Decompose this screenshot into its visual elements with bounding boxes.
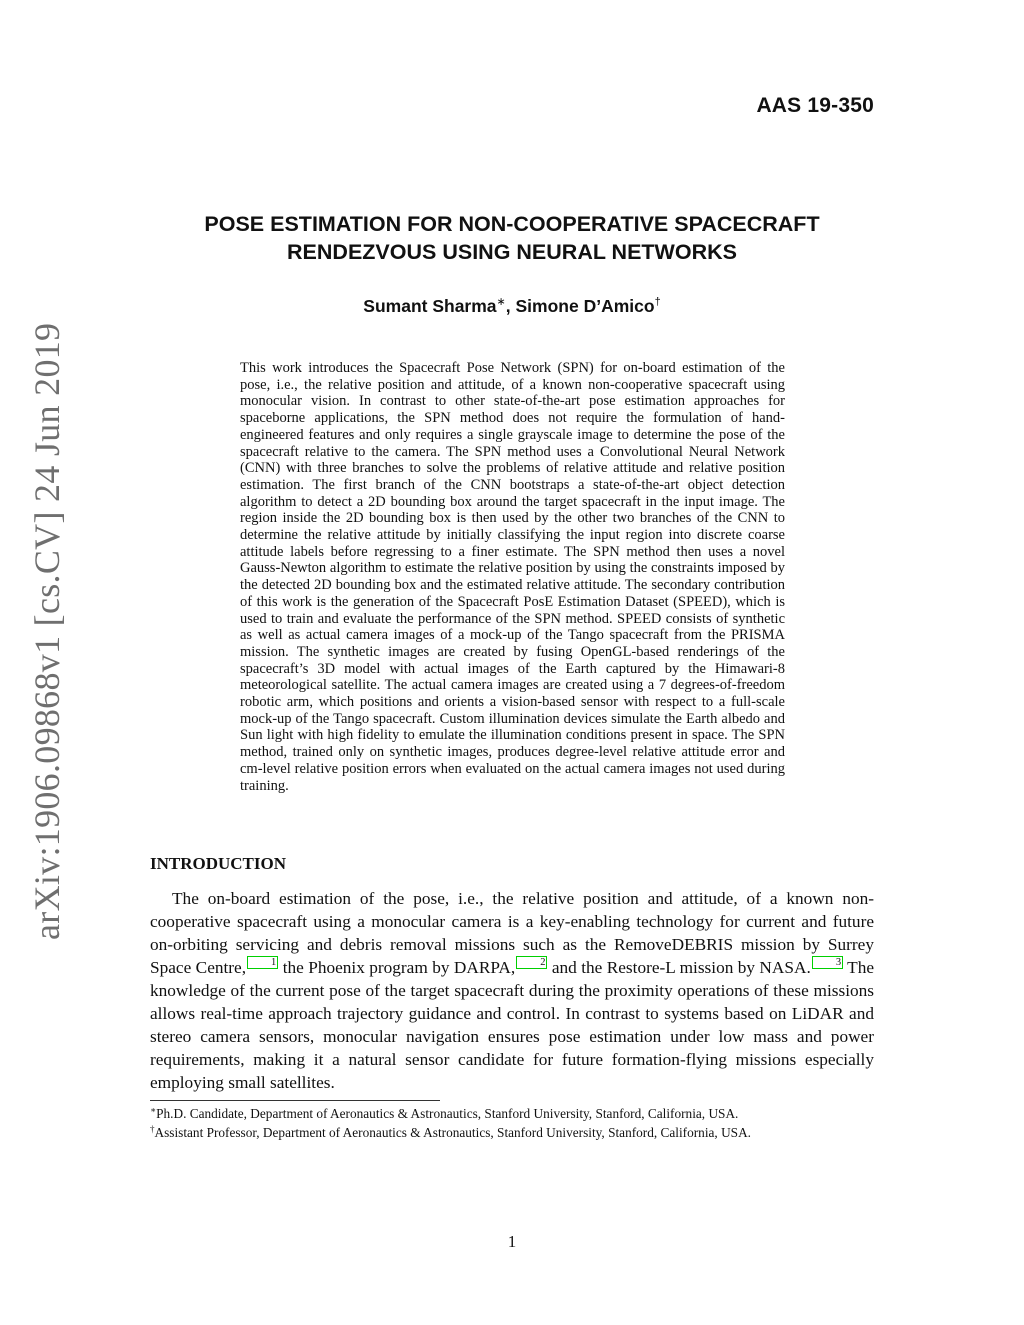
arxiv-identifier-stamp: arXiv:1906.09868v1 [cs.CV] 24 Jun 2019 [27, 322, 67, 940]
intro-text: The on-board estimation of the pose, i.e., the relative position and attitude, of a known non-cooperative spacecraft using a monocular camera is a key-enabling technology for current and future on-orbiting servicing and debris removal missions such as the RemoveDEBRIS mission by Surrey Space Centre, [150, 889, 874, 977]
introduction-paragraph [150, 887, 874, 1094]
section-heading-introduction: INTRODUCTION [150, 854, 287, 873]
author-name: Sumant Sharma [363, 296, 497, 316]
footnote-divider [150, 1100, 440, 1101]
report-number: AAS 19-350 [756, 94, 874, 117]
author-separator: , [505, 296, 511, 316]
page-number: 1 [507, 1232, 517, 1251]
title-line-2: RENDEZVOUS USING NEURAL NETWORKS [287, 240, 737, 264]
footnote-text: Assistant Professor, Department of Aeronautics & Astronautics, Stanford University, Stanford, California, USA. [154, 1125, 752, 1140]
citation-link[interactable]: 3 [812, 956, 843, 969]
intro-text: and the Restore-L mission by NASA. [547, 958, 811, 977]
author-footnote-mark: † [654, 296, 661, 308]
footnote-text: Ph.D. Candidate, Department of Aeronautics & Astronautics, Stanford University, Stanford, California, USA. [156, 1106, 739, 1121]
paper-title [150, 210, 874, 266]
citation-link[interactable]: 1 [247, 956, 278, 969]
footnotes [150, 1104, 874, 1142]
title-line-1: POSE ESTIMATION FOR NON-COOPERATIVE SPACECRAFT [204, 212, 820, 236]
author-list [150, 296, 874, 317]
footnote-mark: ∗ [150, 1105, 157, 1115]
footnote [150, 1123, 874, 1142]
author-footnote-mark: ∗ [496, 296, 506, 308]
intro-text: the Phoenix program by DARPA, [278, 958, 516, 977]
citation-link[interactable]: 2 [516, 956, 547, 969]
footnote [150, 1104, 874, 1123]
author-name: Simone D’Amico [515, 296, 655, 316]
abstract: This work introduces the Spacecraft Pose Network (SPN) for on-board estimation of the pose, i.e., the relative position and attitude, of a known non-cooperative spacecraft using monocular vision. In contrast to other state-of-the-art pose estimation approaches for spaceborne applications, the SPN method does not require the formulation of hand-engineered features and only requires a single grayscale image to determine the pose of the spacecraft relative to the camera. The SPN method uses a Convolutional Neural Network (CNN) with three branches to solve the problems of relative attitude and relative position estimation. The first branch of the CNN bootstraps a state-of-the-art object detection algorithm to detect a 2D bounding box around the target spacecraft in the input image. The region inside the 2D bounding box is then used by the other two branches of the CNN to determine the relative attitude by initially classifying the input region into discrete coarse attitude labels before regressing to a finer estimate. The SPN method then uses a novel Gauss-Newton algorithm to estimate the relative position by using the constraints imposed by the detected 2D bounding box and the estimated relative attitude. The secondary contribution of this work is the generation of the Spacecraft PosE Estimation Dataset (SPEED), which is used to train and evaluate the performance of the SPN method. SPEED consists of synthetic as well as actual camera images of a mock-up of the Tango spacecraft from the PRISMA mission. The synthetic images are created by fusing OpenGL-based renderings of the spacecraft’s 3D model with actual images of the Earth captured by the Himawari-8 meteorological satellite. The actual camera images are created using a 7 degrees-of-freedom robotic arm, which positions and orients a vision-based sensor with respect to a full-scale mock-up of the Tango spacecraft. Custom illumination devices simulate the Earth albedo and Sun light with high fidelity to emulate the illumination conditions present in space. The SPN method, trained only on synthetic images, produces degree-level relative attitude error and cm-level relative position errors when evaluated on the actual camera images not used during training. [240, 360, 785, 794]
intro-text: The knowledge of the current pose of the target spacecraft during the proximity operations of these missions allows real-time approach trajectory guidance and control. In contrast to systems based on LiDAR and stereo camera sensors, monocular navigation ensures pose estimation under low mass and power requirements, making it a natural sensor candidate for future formation-flying missions especially employing small satellites. [150, 958, 875, 1092]
footnote-mark: † [150, 1124, 155, 1134]
